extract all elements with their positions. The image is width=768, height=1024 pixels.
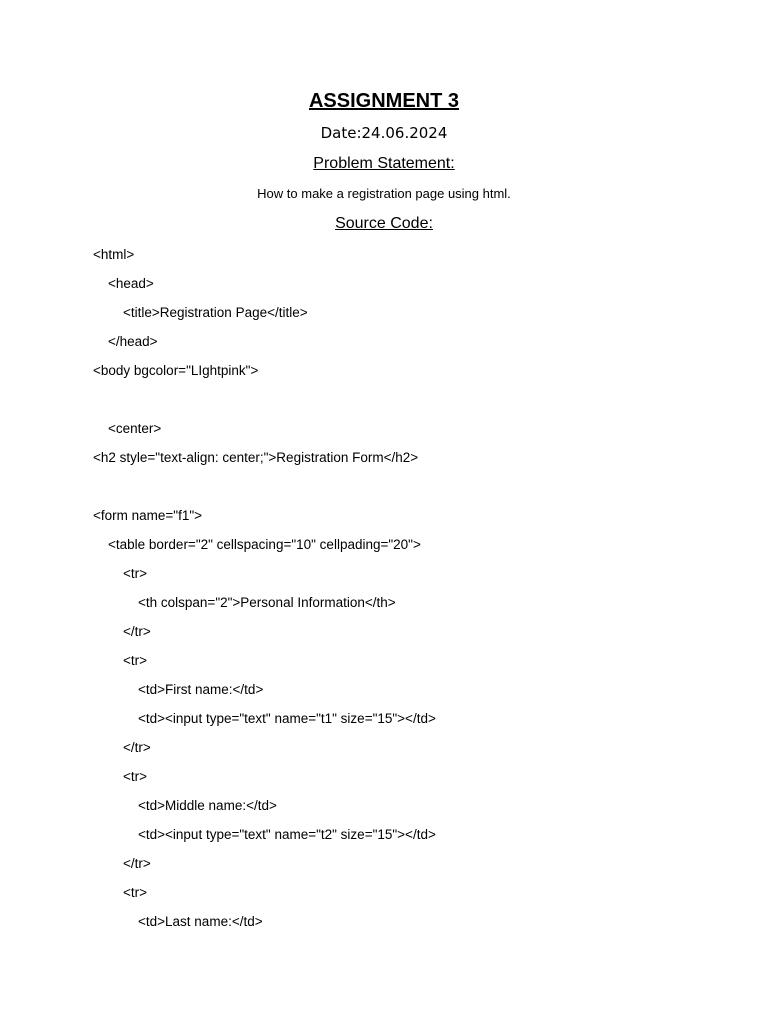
code-line: <tr> [93, 885, 148, 900]
code-line: <th colspan="2">Personal Information</th> [93, 595, 396, 610]
assignment-date: Date:24.06.2024 [320, 124, 448, 142]
code-line: <title>Registration Page</title> [93, 305, 308, 320]
code-line-blank [93, 477, 436, 506]
problem-statement-text: How to make a registration page using html. [257, 186, 511, 201]
code-line: <h2 style="text-align: center;">Registration Form</h2> [93, 450, 419, 465]
problem-statement-heading: Problem Statement: [313, 155, 455, 172]
assignment-title: ASSIGNMENT 3 [308, 90, 460, 112]
code-line: <body bgcolor="LIghtpink"> [93, 363, 259, 378]
code-line: <tr> [93, 566, 148, 581]
code-line: </head> [93, 334, 158, 349]
code-line: <td>Last name:</td> [93, 914, 263, 929]
code-line: <td><input type="text" name="t1" size="15"></td> [93, 711, 436, 726]
code-line: <td><input type="text" name="t2" size="15"></td> [93, 827, 436, 842]
code-line-blank [93, 390, 436, 419]
code-line: <td>First name:</td> [93, 682, 264, 697]
code-line: <td>Middle name:</td> [93, 798, 277, 813]
code-line: <center> [93, 421, 162, 436]
code-line: </tr> [93, 624, 151, 639]
code-line: <form name="f1"> [93, 508, 203, 523]
code-line: <table border="2" cellspacing="10" cellpading="20"> [93, 537, 421, 552]
code-line: <tr> [93, 653, 148, 668]
code-line: <html> [93, 247, 135, 262]
code-line: </tr> [93, 856, 151, 871]
code-line: </tr> [93, 740, 151, 755]
source-code-heading: Source Code: [335, 215, 433, 232]
source-code-block [93, 245, 436, 941]
code-line: <head> [93, 276, 154, 291]
code-line: <tr> [93, 769, 148, 784]
